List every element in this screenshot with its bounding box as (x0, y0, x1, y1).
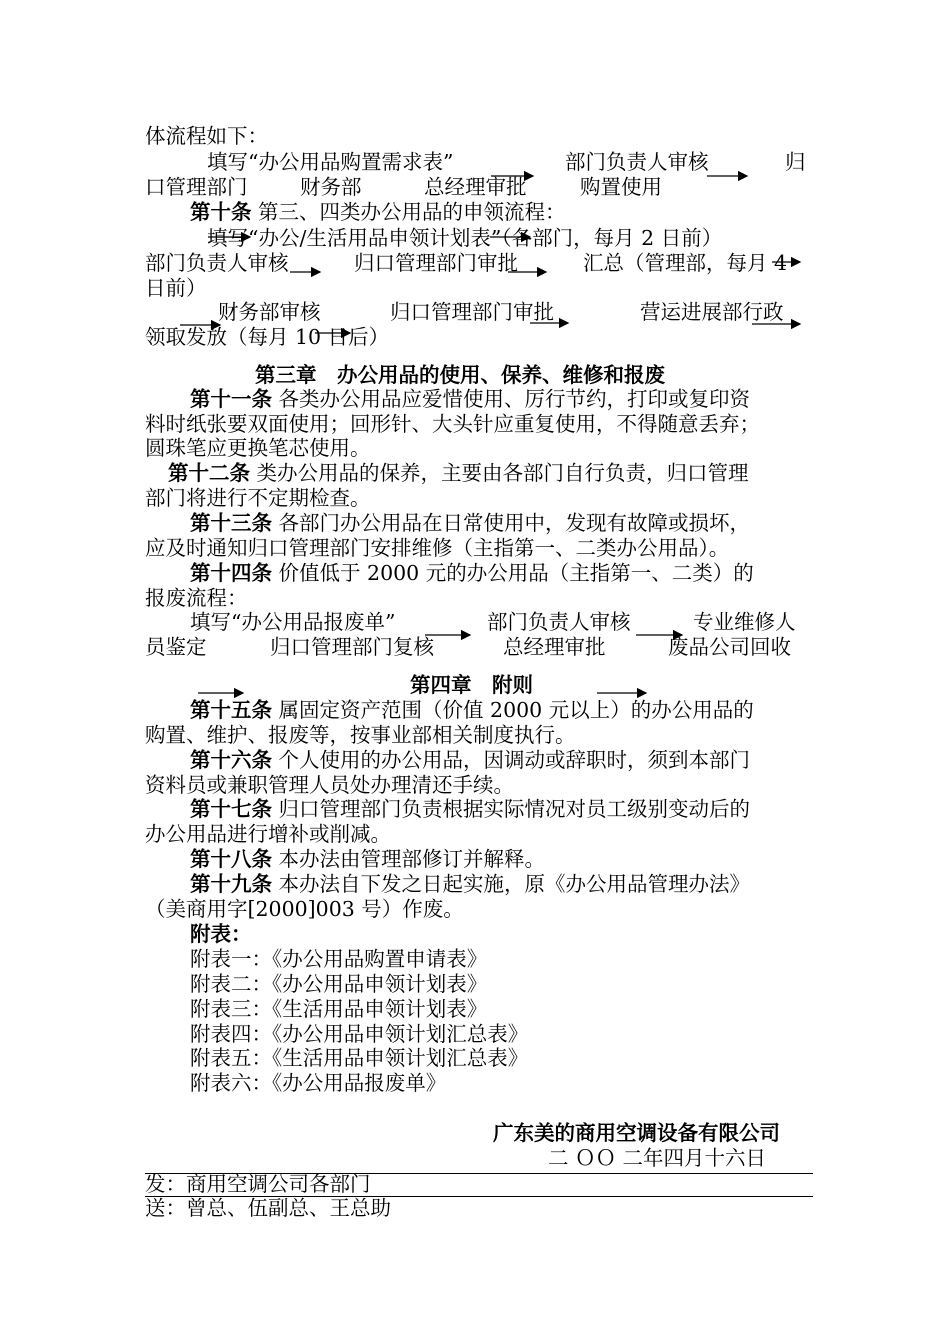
text-line: 应及时通知归口管理部门安排维修（主指第一、二类办公用品）。 (145, 536, 730, 560)
article-text: 归口管理部门负责根据实际情况对员工级别变动后的 (272, 797, 751, 821)
flow-step: 部门负责人审核 (565, 150, 709, 174)
attachments-title: 附表： (190, 922, 252, 946)
flow-step: 归 (785, 150, 806, 174)
flow-step: 财务部审核 (218, 300, 321, 324)
article-heading: 第十六条 (190, 748, 272, 772)
text-line: 资料员或兼职管理人员处办理清还手续。 (145, 773, 514, 797)
article-heading: 第十七条 (190, 797, 272, 821)
article-text: 本办法自下发之日起实施，原《办公用品管理办法》 (272, 872, 751, 896)
chapter-title: 第四章 附则 (410, 673, 533, 697)
flow-step: 口管理部门 (145, 175, 248, 199)
flow-step: 员鉴定 (145, 635, 207, 659)
article-text: 属固定资产范围（价值 2000 元以上）的办公用品的 (272, 698, 754, 722)
flow-step: 填写“办公/生活用品申领计划表”（各部门，每月 2 日前） (207, 226, 723, 250)
flow-step: 汇总（管理部，每月 4 (583, 251, 788, 275)
article-text: 各部门办公用品在日常使用中，发现有故障或损坏， (272, 511, 751, 535)
text-line: 料时纸张要双面使用；回形针、大头针应重复使用，不得随意丢弃； (145, 412, 760, 436)
flow-step: 营运进展部行政 (640, 300, 784, 324)
article-heading: 第十九条 (190, 872, 272, 896)
attachment-item: 附表二：《办公用品申领计划表》 (190, 972, 488, 996)
attachment-item: 附表六：《办公用品报废单》 (190, 1071, 447, 1095)
attachment-item: 附表四：《办公用品申领计划汇总表》 (190, 1022, 529, 1046)
flow-step: 归口管理部门审批 (390, 300, 554, 324)
attachment-item: 附表三：《生活用品申领计划表》 (190, 997, 488, 1021)
text-line: （美商用字[2000]003 号）作废。 (145, 897, 464, 921)
attachment-item: 附表五：《生活用品申领计划汇总表》 (190, 1046, 529, 1070)
text-line: 体流程如下： (145, 124, 268, 148)
article-heading: 第十一条 (190, 387, 272, 411)
flow-step: 归口管理部门复核 (270, 635, 434, 659)
flow-step: 填写“办公用品报废单” (190, 610, 396, 634)
article-text: 个人使用的办公用品，因调动或辞职时，须到本部门 (272, 748, 751, 772)
text-line: 购置、维护、报废等，按事业部相关制度执行。 (145, 723, 576, 747)
article-heading: 第十八条 (190, 847, 272, 871)
attachment-item: 附表一：《办公用品购置申请表》 (190, 947, 488, 971)
text-line: 领取发放（每月 10 日后） (145, 325, 390, 349)
text-line: 部门将进行不定期检查。 (145, 486, 371, 510)
article-heading: 第十四条 (190, 561, 272, 585)
issue-date: 二 ＯＯ 二年四月十六日 (548, 1146, 767, 1170)
article-heading: 第十三条 (190, 511, 272, 535)
article-heading: 第十二条 (168, 461, 250, 485)
flow-step: 专业维修人 (693, 610, 796, 634)
distribution-to: 发：商用空调公司各部门 (145, 1172, 371, 1196)
text-line: 日前） (145, 276, 207, 300)
company-name: 广东美的商用空调设备有限公司 (493, 1121, 780, 1145)
flow-step: 总经理审批 (503, 635, 606, 659)
flow-step: 废品公司回收 (668, 635, 791, 659)
distribution-cc: 送：曾总、伍副总、王总助 (145, 1196, 391, 1220)
chapter-title: 第三章 办公用品的使用、保养、维修和报废 (255, 363, 665, 387)
article-heading: 第十五条 (190, 698, 272, 722)
article-text: 各类办公用品应爱惜使用、厉行节约，打印或复印资 (272, 387, 751, 411)
article-heading: 第十条 (190, 200, 252, 224)
flow-step: 部门负责人审核 (145, 251, 289, 275)
flow-step: 填写“办公用品购置需求表” (207, 150, 454, 174)
article-text: 本办法由管理部修订并解释。 (272, 847, 546, 871)
article-text: 第三、四类办公用品的申领流程： (251, 200, 566, 224)
article-text: 价值低于 2000 元的办公用品（主指第一、二类）的 (272, 561, 754, 585)
flow-step: 购置使用 (580, 175, 662, 199)
flow-step: 总经理审批 (424, 175, 527, 199)
flow-step: 财务部 (300, 175, 362, 199)
flow-step: 归口管理部门审批 (354, 251, 518, 275)
article-text: 类办公用品的保养，主要由各部门自行负责，归口管理 (250, 461, 749, 485)
text-line: 办公用品进行增补或削减。 (145, 822, 391, 846)
text-line: 圆珠笔应更换笔芯使用。 (145, 436, 371, 460)
flow-step: 部门负责人审核 (487, 610, 631, 634)
text-line: 报废流程： (145, 586, 248, 610)
